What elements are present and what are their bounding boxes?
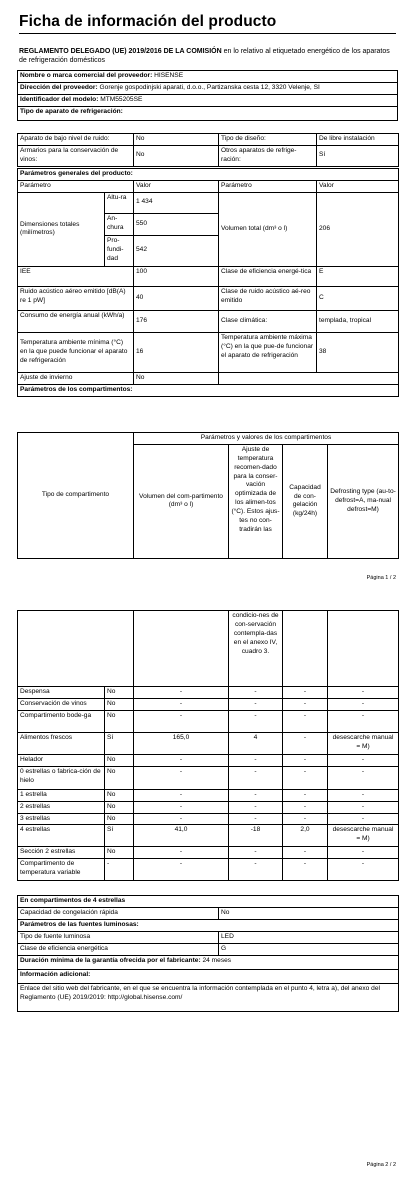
compartment-volume: - xyxy=(134,847,229,859)
compartment-present: No xyxy=(105,754,134,766)
compartment-volume: - xyxy=(134,766,229,789)
compartment-present: No xyxy=(105,687,134,699)
annual-consumption-value: 176 xyxy=(134,310,219,332)
col-parameter-header-2: Parámetro xyxy=(219,181,317,193)
low-noise-label: Aparato de bajo nivel de ruido: xyxy=(18,134,134,146)
compartment-temperature: - xyxy=(229,687,283,699)
compartment-name: 3 estrellas xyxy=(18,813,105,825)
compartment-temperature: - xyxy=(229,710,283,732)
address-row xyxy=(18,83,398,95)
warranty-label: Duración mínima de la garantía ofrecida por el fabricante: xyxy=(20,956,201,964)
table-row xyxy=(18,789,399,801)
compartment-defrost: - xyxy=(328,813,399,825)
compartment-defrost: - xyxy=(328,710,399,732)
table-row xyxy=(18,710,399,732)
compartment-present: - xyxy=(105,859,134,881)
annual-consumption-label: Consumo de energía anual (kWh/a) xyxy=(18,310,134,332)
recommended-temperature-header: Ajuste de temperatura recomen-dado para la conser-vación optimizada de los alimen-tos (°C). Estos ajus-tes no con-tradirán las xyxy=(229,444,283,558)
recommended-temperature-header-cont: condicio-nes de con-servación contempla-das en el anexo IV, cuadro 3. xyxy=(229,611,283,687)
fast-freeze-label: Capacidad de congelación rápida xyxy=(18,908,219,920)
compartment-temperature: - xyxy=(229,754,283,766)
compartment-defrost: - xyxy=(328,754,399,766)
compartment-volume: - xyxy=(134,754,229,766)
climate-class-label: Clase climática: xyxy=(219,310,317,332)
compartment-temperature: - xyxy=(229,789,283,801)
compartment-volume: - xyxy=(134,813,229,825)
page-number-2: Página 2 / 2 xyxy=(366,1162,396,1168)
compartment-present: No xyxy=(105,710,134,732)
compartment-capacity: - xyxy=(283,847,328,859)
compartment-name: Helador xyxy=(18,754,105,766)
compartment-temperature: - xyxy=(229,801,283,813)
compartment-defrost: - xyxy=(328,766,399,789)
compartment-capacity: 2,0 xyxy=(283,825,328,847)
col-value-header-2: Valor xyxy=(317,181,399,193)
compartment-capacity: - xyxy=(283,687,328,699)
winter-setting-label: Ajuste de invierno xyxy=(18,372,134,384)
compartment-name: 1 estrella xyxy=(18,789,105,801)
compartment-present: No xyxy=(105,789,134,801)
compartment-temperature: - xyxy=(229,766,283,789)
dimensions-label: Dimensiones totales (milímetros) xyxy=(18,192,105,266)
supplier-table xyxy=(17,70,398,121)
compartment-defrost: desescarche manual = M) xyxy=(328,825,399,847)
width-value: 550 xyxy=(134,213,219,235)
height-label: Altu-ra xyxy=(105,192,134,213)
warranty-value: 24 meses xyxy=(202,956,232,964)
light-type-value: LED xyxy=(219,932,399,944)
compartment-capacity: - xyxy=(283,710,328,732)
defrosting-type-header-cont xyxy=(328,611,399,687)
compartment-volume-header-cont xyxy=(134,611,229,687)
four-star-table xyxy=(17,895,399,1012)
compartment-capacity: - xyxy=(283,698,328,710)
compartment-name: 4 estrellas xyxy=(18,825,105,847)
compartment-volume: - xyxy=(134,859,229,881)
winter-setting-blank xyxy=(219,372,399,384)
compartment-name: 0 estrellas o fabrica-ción de hielo xyxy=(18,766,105,789)
compartment-name: Alimentos frescos xyxy=(18,732,105,754)
compartment-capacity: - xyxy=(283,801,328,813)
compartment-name: Compartimento de temperatura variable xyxy=(18,859,105,881)
noise-class-value: C xyxy=(317,286,399,310)
model-value: MTM55205SE xyxy=(100,96,143,103)
design-type-label: Tipo de diseño: xyxy=(219,134,317,146)
design-type-value: De libre instalación xyxy=(317,134,399,146)
title-divider xyxy=(19,33,396,34)
appliance-type-header: Tipo de aparato de refrigeración: xyxy=(18,107,398,121)
table-row xyxy=(18,847,399,859)
freezing-capacity-header-cont xyxy=(283,611,328,687)
table-row xyxy=(18,754,399,766)
compartment-capacity: - xyxy=(283,789,328,801)
iee-value: 100 xyxy=(134,266,219,286)
appliance-type-table xyxy=(17,133,399,167)
total-volume-value: 206 xyxy=(317,192,399,266)
compartment-present: No xyxy=(105,698,134,710)
supplier-value: HISENSE xyxy=(154,72,184,79)
compartment-defrost: - xyxy=(328,859,399,881)
other-appliance-label: Otros aparatos de refrige-ración: xyxy=(219,146,317,167)
compartment-volume: - xyxy=(134,698,229,710)
compartment-capacity: - xyxy=(283,754,328,766)
compartment-present: No xyxy=(105,801,134,813)
address-value: Gorenje gospodinjski aparati, d.o.o., Partizanska cesta 12, 3320 Velenje, SI xyxy=(99,84,320,91)
min-temperature-value: 16 xyxy=(134,332,219,372)
compartment-header-table xyxy=(17,432,399,559)
table-row xyxy=(18,766,399,789)
additional-info-header: Información adicional: xyxy=(18,969,399,983)
compartment-present: Sí xyxy=(105,732,134,754)
max-temperature-value: 38 xyxy=(317,332,399,372)
compartment-name: Sección 2 estrellas xyxy=(18,847,105,859)
fast-freeze-value: No xyxy=(219,908,399,920)
table-row xyxy=(18,825,399,847)
other-appliance-value: Sí xyxy=(317,146,399,167)
col-parameter-header: Parámetro xyxy=(18,181,134,193)
compartment-capacity: - xyxy=(283,813,328,825)
compartment-defrost: - xyxy=(328,847,399,859)
compartment-volume: - xyxy=(134,789,229,801)
compartment-name: Despensa xyxy=(18,687,105,699)
table-row xyxy=(18,801,399,813)
compartment-type-header-cont xyxy=(18,611,134,687)
freezing-capacity-header: Capacidad de con-gelación (kg/24h) xyxy=(283,444,328,558)
compartment-parameters-header: Parámetros de los compartimentos: xyxy=(18,384,399,396)
address-label: Dirección del proveedor: xyxy=(20,84,98,91)
compartment-name: Compartimento bode-ga xyxy=(18,710,105,732)
compartment-temperature: - xyxy=(229,698,283,710)
compartment-defrost: - xyxy=(328,789,399,801)
warranty-row xyxy=(18,955,399,969)
model-row xyxy=(18,95,398,107)
depth-label: Pro-fundi-dad xyxy=(105,235,134,266)
compartment-capacity: - xyxy=(283,859,328,881)
compartment-present: No xyxy=(105,813,134,825)
energy-class-value: E xyxy=(317,266,399,286)
page-title: Ficha de información del producto xyxy=(19,13,277,30)
regulation-name: REGLAMENTO DELEGADO (UE) 2019/2016 DE LA COMISIÓN xyxy=(19,48,222,55)
depth-value: 542 xyxy=(134,235,219,266)
noise-emission-label: Ruido acústico aéreo emitido [dB(A) re 1 pW] xyxy=(18,286,134,310)
compartment-name: Conservación de vinos xyxy=(18,698,105,710)
col-value-header: Valor xyxy=(134,181,219,193)
compartment-volume: - xyxy=(134,801,229,813)
compartment-defrost: - xyxy=(328,687,399,699)
table-row xyxy=(18,813,399,825)
general-parameters-header: Parámetros generales del producto: xyxy=(18,169,399,181)
width-label: An-chura xyxy=(105,213,134,235)
compartment-temperature: - xyxy=(229,813,283,825)
height-value: 1 434 xyxy=(134,192,219,213)
table-row xyxy=(18,859,399,881)
light-type-label: Tipo de fuente luminosa xyxy=(18,932,219,944)
noise-emission-value: 40 xyxy=(134,286,219,310)
compartment-defrost: - xyxy=(328,698,399,710)
compartment-defrost: desescarche manual = M) xyxy=(328,732,399,754)
compartment-present: No xyxy=(105,766,134,789)
supplier-row xyxy=(18,71,398,83)
wine-storage-value: No xyxy=(134,146,219,167)
winter-setting-value: No xyxy=(134,372,219,384)
compartment-volume: - xyxy=(134,687,229,699)
four-star-header: En compartimentos de 4 estrellas xyxy=(18,896,399,908)
compartment-volume: - xyxy=(134,710,229,732)
table-row xyxy=(18,698,399,710)
light-class-value: G xyxy=(219,943,399,955)
compartment-temperature: - xyxy=(229,859,283,881)
low-noise-value: No xyxy=(134,134,219,146)
total-volume-label: Volumen total (dm³ o l) xyxy=(219,192,317,266)
light-source-header: Parámetros de las fuentes luminosas: xyxy=(18,920,399,932)
compartment-table xyxy=(17,610,399,881)
noise-class-label: Clase de ruido acústico aé-reo emitido xyxy=(219,286,317,310)
min-temperature-label: Temperatura ambiente mínima (°C) en la que puede funcionar el aparato de refrigeración xyxy=(18,332,134,372)
compartment-type-header: Tipo de compartimento xyxy=(18,433,134,559)
defrosting-type-header: Defrosting type (au-to-defrost=A, ma-nual defrost=M) xyxy=(328,444,399,558)
compartment-capacity: - xyxy=(283,732,328,754)
compartment-temperature: 4 xyxy=(229,732,283,754)
page-number: Página 1 / 2 xyxy=(366,575,396,581)
compartment-values-header: Parámetros y valores de los compartimentos xyxy=(134,433,399,445)
compartment-present: No xyxy=(105,847,134,859)
compartment-rows xyxy=(18,687,399,881)
table-row xyxy=(18,687,399,699)
compartment-temperature: -18 xyxy=(229,825,283,847)
energy-class-label: Clase de eficiencia energé-tica xyxy=(219,266,317,286)
compartment-volume-header: Volumen del com-partimento (dm³ o l) xyxy=(134,444,229,558)
light-class-label: Clase de eficiencia energética xyxy=(18,943,219,955)
additional-info-text: Enlace del sitio web del fabricante, en el que se encuentra la información contemplada en el punto 4, letra a), del anexo del Reglamento (UE) 2019/2019: http://global.hisense.com/ xyxy=(18,983,399,1011)
supplier-label: Nombre o marca comercial del proveedor: xyxy=(20,72,153,79)
compartment-temperature: - xyxy=(229,847,283,859)
compartment-capacity: - xyxy=(283,766,328,789)
wine-storage-label: Armarios para la conservación de vinos: xyxy=(18,146,134,167)
max-temperature-label: Temperatura ambiente máxima (°C) en la que pue-de funcionar el aparato de refrigeración xyxy=(219,332,317,372)
table-row xyxy=(18,732,399,754)
model-label: Identificador del modelo: xyxy=(20,96,99,103)
compartment-volume: 165,0 xyxy=(134,732,229,754)
climate-class-value: templada, tropical xyxy=(317,310,399,332)
page-2 xyxy=(0,610,416,1177)
iee-label: IEE xyxy=(18,266,134,286)
compartment-defrost: - xyxy=(328,801,399,813)
compartment-present: Sí xyxy=(105,825,134,847)
regulation-text xyxy=(19,47,394,65)
compartment-name: 2 estrellas xyxy=(18,801,105,813)
general-parameters-table xyxy=(17,168,399,397)
compartment-volume: 41,0 xyxy=(134,825,229,847)
regulation-description: en lo relativo al etiquetado energético de los aparatos de refrigeración domésticos xyxy=(19,48,390,65)
